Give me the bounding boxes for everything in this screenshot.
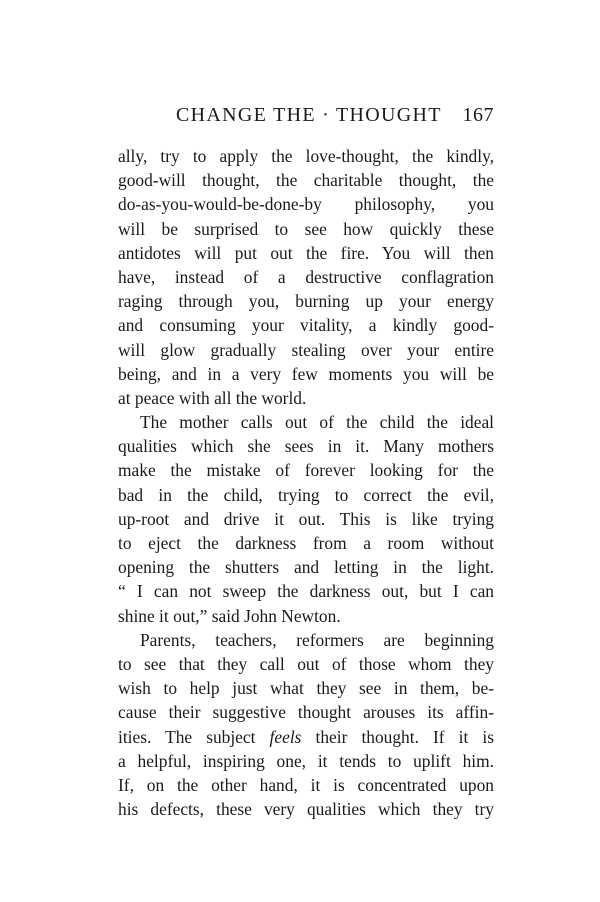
text-line: will be surprised to see how quickly these (118, 218, 494, 239)
body-text (118, 144, 494, 821)
text-line (118, 725, 494, 749)
text-line: “ I can not sweep the darkness out, but I can (118, 581, 494, 602)
emphasis-text: feels (269, 726, 302, 747)
text-line: cause their suggestive thought arouses its affin- (118, 702, 494, 723)
text-line: and consuming your vitality, a kindly good- (118, 315, 494, 336)
running-head (118, 104, 494, 134)
text-line: up-root and drive it out. This is like trying (118, 508, 494, 529)
text-line: at peace with all the world. (118, 387, 307, 408)
text-line: If, on the other hand, it is concentrated upon (118, 774, 494, 795)
text-line: to eject the darkness from a room without (118, 533, 494, 553)
text-line: raging through you, burning up your energy (118, 291, 494, 312)
page-number: 167 (462, 104, 494, 126)
text-line: The mother calls out of the child the ideal (140, 412, 494, 433)
running-title: CHANGE THE · THOUGHT (176, 104, 442, 126)
text-line: opening the shutters and letting in the light. (118, 557, 494, 578)
text-line: good-will thought, the charitable thought, the (118, 170, 494, 191)
text-line: shine it out,” said John Newton. (118, 605, 341, 626)
text-line: do-as-you-would-be-done-by philosophy, you (118, 194, 494, 215)
text-line: will glow gradually stealing over your entire (118, 339, 494, 360)
text-segment: ities. The subject (118, 726, 256, 747)
text-line: wish to help just what they see in them, be- (118, 678, 494, 699)
text-line: Parents, teachers, reformers are beginning (140, 629, 494, 650)
text-line: a helpful, inspiring one, it tends to uplift him. (118, 750, 494, 771)
text-line: being, and in a very few moments you will be (118, 363, 494, 384)
text-line: to see that they call out of those whom they (118, 653, 494, 674)
text-line: bad in the child, trying to correct the evil, (118, 484, 494, 505)
text-line: antidotes will put out the fire. You will then (118, 242, 494, 263)
text-line: ally, try to apply the love-thought, the kindly, (118, 146, 494, 166)
text-segment: their thought. If it is (315, 726, 494, 747)
text-line: qualities which she sees in it. Many mothers (118, 436, 494, 457)
text-line: have, instead of a destructive conflagration (118, 266, 494, 287)
text-line: make the mistake of forever looking for the (118, 460, 494, 481)
text-line: his defects, these very qualities which they try (118, 799, 494, 820)
